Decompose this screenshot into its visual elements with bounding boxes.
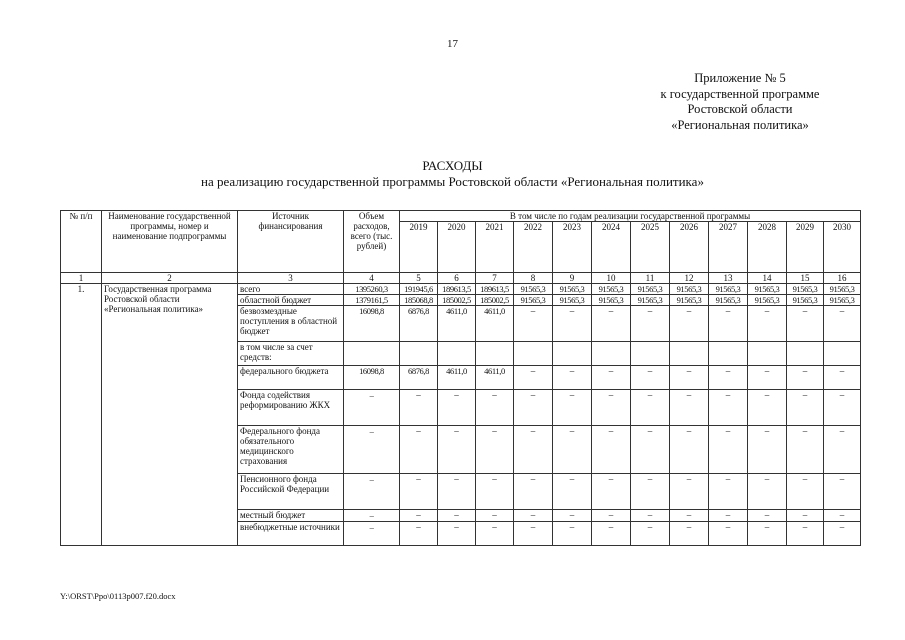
year-value: – (787, 510, 824, 522)
year-value: 91565,3 (787, 295, 824, 306)
column-number: 12 (670, 273, 709, 284)
column-number: 16 (824, 273, 861, 284)
column-number: 3 (238, 273, 344, 284)
column-number: 4 (344, 273, 400, 284)
year-value: – (438, 510, 476, 522)
year-value: – (553, 522, 592, 546)
year-value: – (787, 390, 824, 426)
funding-source: в том числе за счет средств: (238, 342, 344, 366)
year-header: 2021 (476, 222, 514, 273)
year-value: 189613,5 (476, 284, 514, 295)
header-num: № п/п (61, 211, 102, 273)
year-value: – (400, 390, 438, 426)
year-header: 2026 (670, 222, 709, 273)
year-value: – (400, 426, 438, 474)
year-value: – (787, 426, 824, 474)
year-value: 91565,3 (670, 284, 709, 295)
year-value: – (438, 426, 476, 474)
year-value (400, 342, 438, 366)
year-value: – (824, 390, 861, 426)
year-value: – (787, 522, 824, 546)
year-value: – (438, 390, 476, 426)
year-value: – (709, 426, 748, 474)
column-number: 6 (438, 273, 476, 284)
year-value: 185002,5 (476, 295, 514, 306)
year-value: – (670, 474, 709, 510)
funding-source: безвозмездные поступления в областной бюджет (238, 306, 344, 342)
year-value (476, 342, 514, 366)
document-title (0, 158, 905, 190)
total-value: – (344, 474, 400, 510)
year-value: 189613,5 (438, 284, 476, 295)
year-value (748, 342, 787, 366)
year-value: – (670, 426, 709, 474)
year-value: 91565,3 (824, 284, 861, 295)
year-value (553, 342, 592, 366)
year-value: – (592, 522, 631, 546)
page-number: 17 (447, 38, 458, 50)
year-value: – (592, 366, 631, 390)
year-value: – (670, 510, 709, 522)
year-value (438, 342, 476, 366)
year-value: 91565,3 (824, 295, 861, 306)
year-value (824, 342, 861, 366)
year-value: – (553, 390, 592, 426)
total-value: – (344, 390, 400, 426)
header-by-years: В том числе по годам реализации государственной программы (400, 211, 861, 222)
appendix-note (560, 71, 905, 133)
year-value: – (824, 474, 861, 510)
year-value: 91565,3 (514, 295, 553, 306)
year-value: – (476, 522, 514, 546)
subtitle-line: на реализацию государственной программы Ростовской области «Региональная политика» (201, 174, 704, 189)
total-value: – (344, 510, 400, 522)
year-value: 6876,8 (400, 306, 438, 342)
year-value: 91565,3 (748, 284, 787, 295)
year-header: 2019 (400, 222, 438, 273)
column-number: 7 (476, 273, 514, 284)
year-value: – (476, 510, 514, 522)
year-value (592, 342, 631, 366)
year-value: – (631, 510, 670, 522)
total-value: 16098,8 (344, 366, 400, 390)
year-value: – (400, 522, 438, 546)
year-value: – (514, 474, 553, 510)
year-value: 91565,3 (631, 284, 670, 295)
column-number: 10 (592, 273, 631, 284)
header-name: Наименование государственной программы, номер и наименование подпрограммы (102, 211, 238, 273)
year-header: 2029 (787, 222, 824, 273)
column-number: 8 (514, 273, 553, 284)
year-value (670, 342, 709, 366)
year-value: – (631, 426, 670, 474)
year-value: – (787, 306, 824, 342)
year-value: 4611,0 (476, 306, 514, 342)
appendix-line: Приложение № 5 (694, 71, 786, 85)
year-value: – (514, 522, 553, 546)
total-value: – (344, 522, 400, 546)
program-number: 1. (61, 284, 102, 546)
year-value: – (748, 366, 787, 390)
year-value: – (592, 306, 631, 342)
funding-source: федерального бюджета (238, 366, 344, 390)
header-source: Источник финансирования (238, 211, 344, 273)
title-line: РАСХОДЫ (422, 158, 483, 173)
year-value: – (553, 426, 592, 474)
year-value: – (670, 522, 709, 546)
year-value: – (438, 522, 476, 546)
appendix-line: Ростовской области (687, 102, 793, 116)
year-value (709, 342, 748, 366)
expenses-table (60, 210, 861, 546)
year-value: 91565,3 (514, 284, 553, 295)
year-value: 91565,3 (748, 295, 787, 306)
file-path-footer: Y:\ORST\Ppo\0113p007.f20.docx (60, 591, 176, 601)
year-header: 2025 (631, 222, 670, 273)
year-value: – (748, 510, 787, 522)
year-value: – (592, 474, 631, 510)
year-value: – (709, 366, 748, 390)
column-number: 9 (553, 273, 592, 284)
year-header: 2024 (592, 222, 631, 273)
year-value: – (631, 390, 670, 426)
year-value: – (631, 306, 670, 342)
total-value: – (344, 426, 400, 474)
year-value: 91565,3 (631, 295, 670, 306)
year-value: – (592, 510, 631, 522)
column-number: 14 (748, 273, 787, 284)
year-value: 4611,0 (476, 366, 514, 390)
year-value (514, 342, 553, 366)
year-value: – (631, 522, 670, 546)
year-header: 2028 (748, 222, 787, 273)
year-value: – (824, 366, 861, 390)
year-value (787, 342, 824, 366)
year-value: – (514, 390, 553, 426)
year-value: 4611,0 (438, 366, 476, 390)
year-value: – (400, 510, 438, 522)
year-value: – (631, 474, 670, 510)
year-header: 2027 (709, 222, 748, 273)
year-value: – (592, 390, 631, 426)
funding-source: Фонда содействия реформированию ЖКХ (238, 390, 344, 426)
year-value: – (476, 426, 514, 474)
column-number: 11 (631, 273, 670, 284)
year-value: – (514, 306, 553, 342)
column-number: 2 (102, 273, 238, 284)
year-value: – (514, 366, 553, 390)
year-value: – (709, 510, 748, 522)
appendix-line: к государственной программе (660, 86, 820, 101)
year-value: – (748, 306, 787, 342)
year-value: 185068,8 (400, 295, 438, 306)
year-value: – (824, 426, 861, 474)
year-value: – (787, 366, 824, 390)
funding-source: Пенсионного фонда Российской Федерации (238, 474, 344, 510)
year-value: – (631, 366, 670, 390)
year-value: – (709, 474, 748, 510)
year-value: – (592, 426, 631, 474)
year-value: – (400, 474, 438, 510)
year-value: – (670, 390, 709, 426)
funding-source: Федерального фонда обязательного медицинского страхования (238, 426, 344, 474)
year-value: – (476, 390, 514, 426)
year-value: – (553, 366, 592, 390)
total-value: 1379161,5 (344, 295, 400, 306)
year-value: 91565,3 (787, 284, 824, 295)
total-value (344, 342, 400, 366)
year-value: 4611,0 (438, 306, 476, 342)
year-value: – (438, 474, 476, 510)
year-value: – (514, 510, 553, 522)
column-number: 5 (400, 273, 438, 284)
year-value: – (787, 474, 824, 510)
year-value (631, 342, 670, 366)
column-number: 1 (61, 273, 102, 284)
year-header: 2020 (438, 222, 476, 273)
program-name: Государственная программа Ростовской области «Региональная политика» (102, 284, 238, 546)
year-value: – (553, 306, 592, 342)
year-value: 91565,3 (670, 295, 709, 306)
year-header: 2030 (824, 222, 861, 273)
funding-source: местный бюджет (238, 510, 344, 522)
year-value: – (824, 510, 861, 522)
column-number: 15 (787, 273, 824, 284)
year-value: 91565,3 (709, 284, 748, 295)
year-value: – (553, 510, 592, 522)
year-value: 91565,3 (709, 295, 748, 306)
year-value: 191945,6 (400, 284, 438, 295)
table-row (61, 284, 861, 295)
year-value: – (709, 522, 748, 546)
year-value: – (748, 522, 787, 546)
year-value: – (824, 522, 861, 546)
year-header: 2023 (553, 222, 592, 273)
year-value: – (670, 366, 709, 390)
appendix-line: «Региональная политика» (671, 117, 809, 132)
year-value: – (748, 390, 787, 426)
funding-source: всего (238, 284, 344, 295)
header-volume: Объем расходов, всего (тыс. рублей) (344, 211, 400, 273)
year-value: – (748, 474, 787, 510)
total-value: 1395260,3 (344, 284, 400, 295)
year-value: – (476, 474, 514, 510)
year-value: – (553, 474, 592, 510)
year-value: – (709, 390, 748, 426)
year-value: 91565,3 (592, 295, 631, 306)
year-header: 2022 (514, 222, 553, 273)
year-value: 185002,5 (438, 295, 476, 306)
funding-source: областной бюджет (238, 295, 344, 306)
year-value: – (514, 426, 553, 474)
year-value: 91565,3 (553, 284, 592, 295)
column-number: 13 (709, 273, 748, 284)
year-value: 91565,3 (553, 295, 592, 306)
year-value: – (670, 306, 709, 342)
year-value: – (709, 306, 748, 342)
year-value: 6876,8 (400, 366, 438, 390)
funding-source: внебюджетные источники (238, 522, 344, 546)
year-value: 91565,3 (592, 284, 631, 295)
year-value: – (824, 306, 861, 342)
total-value: 16098,8 (344, 306, 400, 342)
year-value: – (748, 426, 787, 474)
